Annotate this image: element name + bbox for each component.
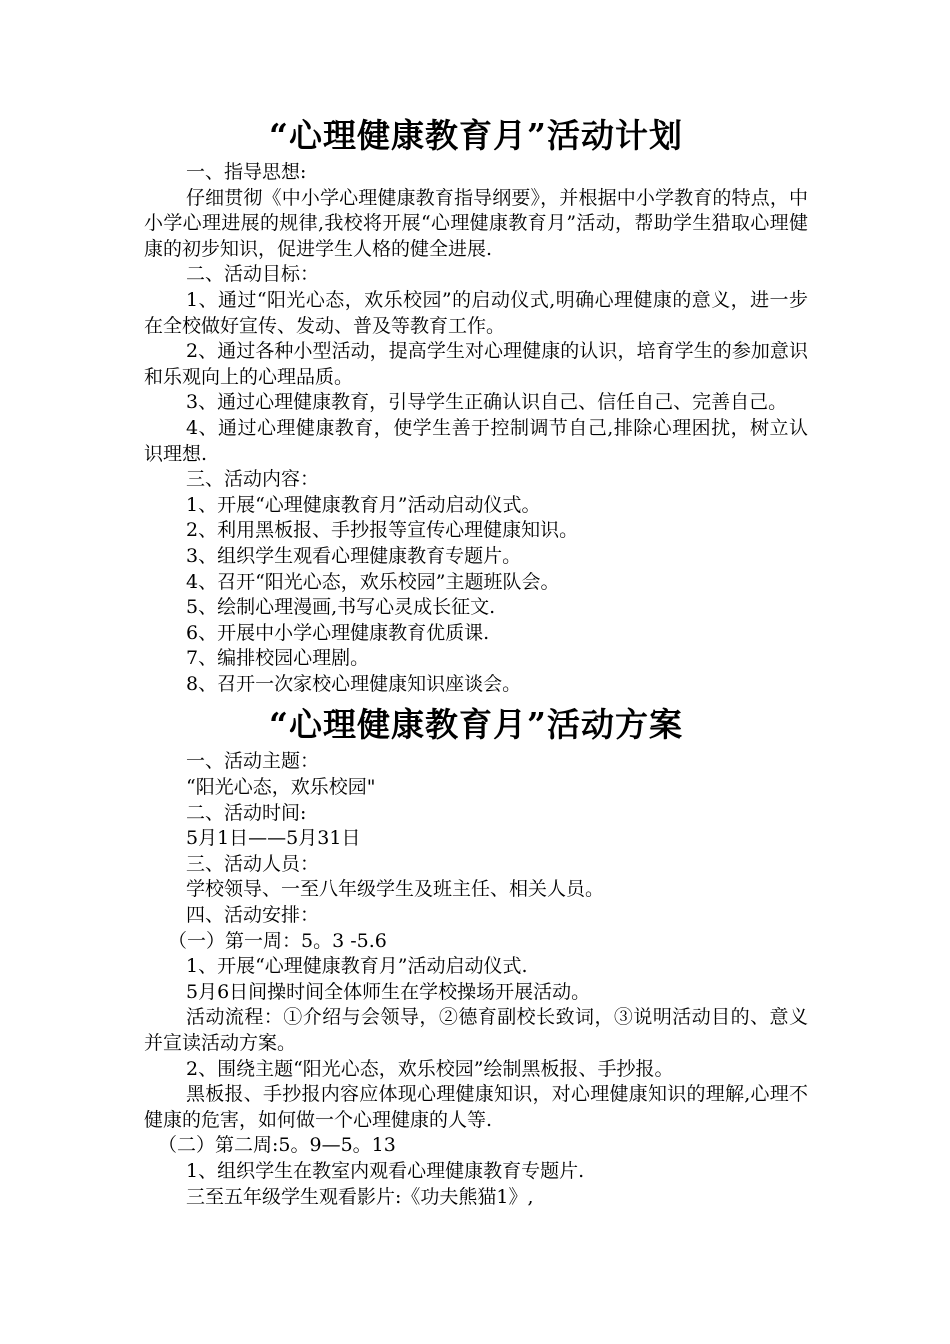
scheme-week1-flow: 活动流程：①介绍与会领导，②德育副校长致词，③说明活动目的、意义并宣读活动方案。	[144, 1006, 808, 1054]
scheme-time-heading: 二、活动时间:	[186, 801, 307, 824]
scheme-theme-heading: 一、活动主题：	[186, 750, 320, 773]
plan-section3-heading: 三、活动内容：	[186, 468, 320, 491]
scheme-people-heading: 三、活动人员：	[186, 852, 320, 875]
plan-goal-2: 2、通过各种小型活动，提高学生对心理健康的认识，培育学生的参加意识和乐观向上的心理品质。	[144, 340, 808, 388]
plan-title: “心理健康教育月”活动计划	[269, 116, 683, 155]
scheme-week1-item1: 1、开展“心理健康教育月”活动启动仪式.	[186, 955, 528, 978]
plan-section2-heading: 二、活动目标：	[186, 263, 320, 286]
plan-content-item-6: 6、开展中小学心理健康教育优质课.	[186, 621, 490, 644]
plan-content-item-7: 7、编排校园心理剧。	[186, 647, 370, 670]
plan-goal-1: 1、通过“阳光心态，欢乐校园”的启动仪式,明确心理健康的意义，进一步在全校做好宣传、发动、普及等教育工作。	[144, 288, 808, 337]
scheme-theme-value: “阳光心态，欢乐校园"	[186, 776, 376, 799]
scheme-time-value: 5月1日——5月31日	[186, 827, 361, 850]
plan-section1-heading: 一、指导思想:	[186, 161, 307, 183]
plan-content-item-5: 5、绘制心理漫画,书写心灵成长征文.	[186, 596, 496, 619]
plan-content-item-4: 4、召开“阳光心态，欢乐校园”主题班队会。	[186, 570, 560, 593]
plan-goal-4: 4、通过心理健康教育，使学生善于控制调节自己,排除心理困扰，树立认识理想.	[144, 416, 808, 465]
scheme-title: “心理健康教育月”活动方案	[269, 705, 683, 745]
plan-content-item-1: 1、开展“心理健康教育月”活动启动仪式。	[186, 493, 541, 516]
scheme-week2-item1: 1、组织学生在教室内观看心理健康教育专题片.	[186, 1159, 585, 1182]
document-body	[144, 112, 808, 1210]
scheme-arrange-heading: 四、活动安排：	[186, 904, 320, 927]
plan-goal-3: 3、通过心理健康教育，引导学生正确认识自己、信任自己、完善自己。	[186, 391, 788, 414]
plan-content-item-8: 8、召开一次家校心理健康知识座谈会。	[186, 672, 522, 695]
scheme-people-value: 学校领导、一至八年级学生及班主任、相关人员。	[186, 878, 605, 901]
scheme-week1-item2-detail: 黑板报、手抄报内容应体现心理健康知识，对心理健康知识的理解,心理不健康的危害，如何做一个心理健康的人等.	[144, 1083, 808, 1131]
plan-content-item-2: 2、利用黑板报、手抄报等宣传心理健康知识。	[186, 519, 579, 542]
scheme-week2-item1-detail: 三至五年级学生观看影片:《功夫熊猫1》,	[186, 1185, 534, 1208]
plan-content-item-3: 3、组织学生观看心理健康教育专题片。	[186, 544, 522, 567]
scheme-week1-item2: 2、围绕主题“阳光心态，欢乐校园”绘制黑板报、手抄报。	[186, 1057, 674, 1080]
scheme-week2-heading: （二）第二周:5。9—5。13	[158, 1134, 396, 1157]
scheme-week1-heading: （一）第一周：5。3 -5.6	[168, 929, 387, 952]
scheme-week1-item1-detail: 5月6日间操时间全体师生在学校操场开展活动。	[186, 980, 591, 1003]
plan-section1-body: 仔细贯彻《中小学心理健康教育指导纲要》，并根据中小学教育的特点，中小学心理进展的规律,我校将开展“心理健康教育月”活动，帮助学生猎取心理健康的初步知识，促进学生人格的健全进展.	[144, 186, 808, 260]
